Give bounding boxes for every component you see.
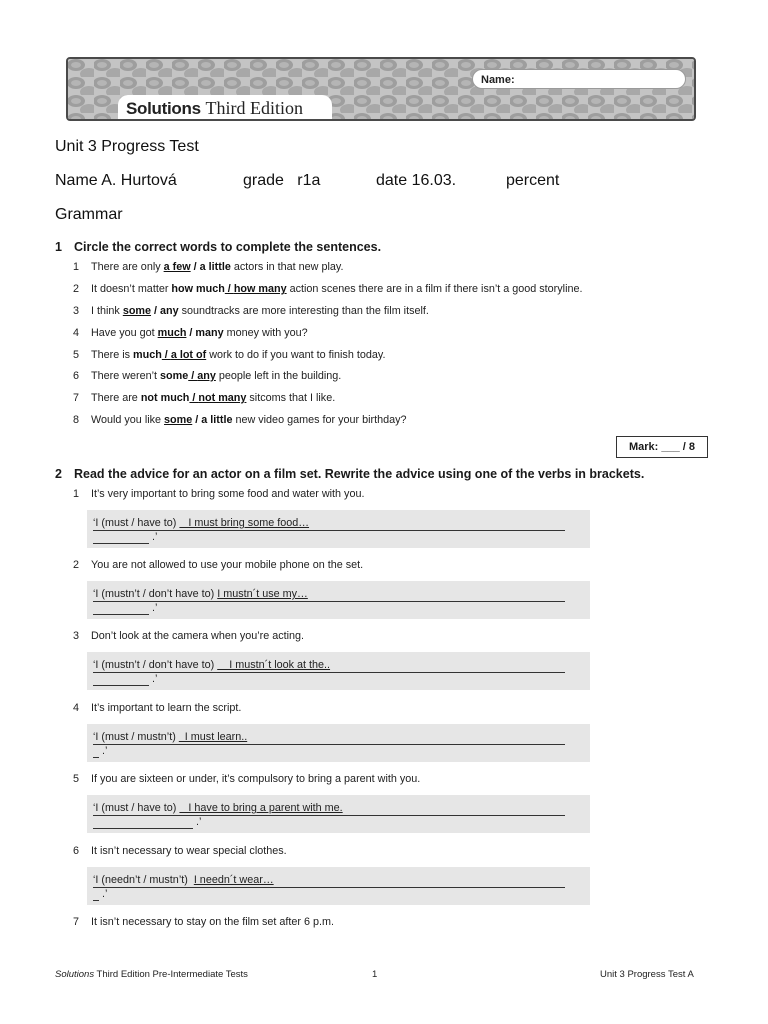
footer-series <box>55 969 248 980</box>
answer-end: .’ <box>149 531 158 543</box>
answer-box[interactable] <box>87 510 590 548</box>
option-b[interactable]: any <box>160 305 179 317</box>
list-item <box>73 630 304 642</box>
item-pre: Would you like <box>91 414 165 426</box>
item-text: It’s very important to bring some food and water with you. <box>91 488 365 500</box>
item-post: sitcoms that I like. <box>246 392 336 404</box>
answer-box[interactable] <box>87 724 590 762</box>
list-item <box>73 488 364 500</box>
list-item <box>73 414 407 426</box>
option-separator: / <box>186 327 196 339</box>
item-text: It isn’t necessary to stay on the film set after 6 p.m. <box>91 916 335 928</box>
question-instruction: Circle the correct words to complete the sentences. <box>74 240 382 254</box>
answer-end: .’ <box>99 745 108 757</box>
brand-edition: Third Edition <box>205 98 303 118</box>
item-number: 7 <box>73 916 80 928</box>
list-item <box>73 916 334 928</box>
answer-text[interactable]: I have to bring a parent with me. <box>179 802 343 814</box>
answer-line-2[interactable] <box>93 531 157 544</box>
list-item <box>73 305 429 317</box>
question-number: 1 <box>55 240 62 254</box>
answer-blank[interactable] <box>93 602 149 615</box>
list-item <box>73 773 420 785</box>
answer-end: .’ <box>149 602 158 614</box>
answer-line-2[interactable] <box>93 816 201 829</box>
answer-prompt: ‘I (must / have to) <box>93 802 180 814</box>
section-title: Grammar <box>55 206 123 223</box>
mark-box: Mark: ___ / 8 <box>616 436 708 458</box>
item-text: You are not allowed to use your mobile phone on the set. <box>91 559 364 571</box>
answer-box[interactable] <box>87 652 590 690</box>
header-banner <box>66 57 696 121</box>
option-a[interactable]: some <box>164 414 193 426</box>
name-field[interactable]: Name: <box>472 69 686 89</box>
grade: grade r1a <box>243 172 321 189</box>
option-b[interactable]: a little <box>201 414 233 426</box>
question-2-heading <box>55 467 644 481</box>
option-b[interactable]: not many <box>198 392 247 404</box>
item-pre: There are only <box>91 261 164 273</box>
answer-end: .’ <box>193 816 202 828</box>
item-post: work to do if you want to finish today. <box>206 349 386 361</box>
item-pre: It doesn’t matter <box>91 283 172 295</box>
item-post: people left in the building. <box>215 370 342 382</box>
question-1-heading <box>55 240 381 254</box>
item-number: 3 <box>73 305 80 317</box>
item-post: new video games for your birthday? <box>232 414 407 426</box>
question-number: 2 <box>55 467 62 481</box>
answer-blank[interactable] <box>93 531 149 544</box>
answer-text[interactable]: I must bring some food… <box>179 517 310 529</box>
list-item <box>73 327 308 339</box>
item-number: 8 <box>73 414 80 426</box>
answer-line[interactable] <box>93 874 565 888</box>
item-text: It isn’t necessary to wear special clothes. <box>91 845 287 857</box>
option-a[interactable]: some <box>160 370 189 382</box>
answer-line[interactable] <box>93 517 565 531</box>
item-pre: Have you got <box>91 327 158 339</box>
option-separator: / <box>161 349 171 361</box>
answer-line-2[interactable] <box>93 673 157 686</box>
item-text: It’s important to learn the script. <box>91 702 242 714</box>
item-number: 6 <box>73 370 80 382</box>
item-post: soundtracks are more interesting than the film itself. <box>178 305 429 317</box>
footer-test-name: Unit 3 Progress Test A <box>600 969 694 980</box>
answer-line-2[interactable] <box>93 602 157 615</box>
answer-box[interactable] <box>87 581 590 619</box>
answer-text[interactable]: I mustn´t look at the.. <box>217 659 331 671</box>
student-name: Name A. Hurtová <box>55 172 177 189</box>
question-instruction: Read the advice for an actor on a film set. Rewrite the advice using one of the verbs in brackets. <box>74 467 645 481</box>
item-number: 2 <box>73 283 80 295</box>
item-number: 2 <box>73 559 80 571</box>
answer-line[interactable] <box>93 588 565 602</box>
option-separator: / <box>192 414 202 426</box>
brand-logo <box>118 95 332 121</box>
item-number: 7 <box>73 392 80 404</box>
option-a[interactable]: not much <box>140 392 190 404</box>
answer-blank[interactable] <box>93 673 149 686</box>
answer-box[interactable] <box>87 867 590 905</box>
test-title: Unit 3 Progress Test <box>55 138 199 155</box>
option-separator: / <box>189 392 199 404</box>
brand-bold: Solutions <box>126 99 201 118</box>
item-number: 5 <box>73 349 80 361</box>
item-pre: There weren’t <box>91 370 161 382</box>
option-b[interactable]: a little <box>199 261 231 273</box>
percent: percent <box>506 172 560 189</box>
answer-line-2[interactable] <box>93 745 107 758</box>
item-number: 5 <box>73 773 80 785</box>
item-number: 1 <box>73 488 80 500</box>
item-text: If you are sixteen or under, it’s compulsory to bring a parent with you. <box>91 773 421 785</box>
option-b[interactable]: any <box>197 370 216 382</box>
option-a[interactable]: much <box>133 349 162 361</box>
footer-series-rest: Third Edition Pre-Intermediate Tests <box>94 969 248 980</box>
option-b[interactable]: how many <box>233 283 287 295</box>
list-item <box>73 370 341 382</box>
answer-blank[interactable] <box>93 816 193 829</box>
answer-line-2[interactable] <box>93 888 107 901</box>
item-pre: I think <box>91 305 123 317</box>
list-item <box>73 702 241 714</box>
answer-text[interactable]: I needn´t wear… <box>193 874 274 886</box>
answer-prompt: ‘I (must / have to) <box>93 517 180 529</box>
answer-end: .’ <box>149 673 158 685</box>
list-item <box>73 845 287 857</box>
list-item <box>73 283 582 295</box>
item-pre: There is <box>91 349 134 361</box>
page-number: 1 <box>372 969 378 980</box>
item-post: money with you? <box>223 327 308 339</box>
list-item <box>73 559 363 571</box>
answer-line[interactable] <box>93 659 565 673</box>
option-a[interactable]: some <box>122 305 152 317</box>
option-a[interactable]: a few <box>163 261 191 273</box>
option-a[interactable]: much <box>157 327 187 339</box>
answer-line[interactable] <box>93 802 565 816</box>
item-post: action scenes there are in a film if there isn’t a good storyline. <box>286 283 583 295</box>
item-post: actors in that new play. <box>230 261 344 273</box>
option-separator: / <box>224 283 234 295</box>
item-number: 1 <box>73 261 80 273</box>
list-item <box>73 261 343 273</box>
list-item <box>73 392 335 404</box>
footer-series-italic: Solutions <box>55 969 95 980</box>
answer-text[interactable]: I mustn´t use my… <box>217 588 308 600</box>
date: date 16.03. <box>376 172 457 189</box>
answer-line[interactable] <box>93 731 565 745</box>
answer-box[interactable] <box>87 795 590 833</box>
answer-prompt: ‘I (needn’t / mustn’t) <box>93 874 194 886</box>
answer-prompt: ‘I (must / mustn’t) <box>93 731 179 743</box>
item-number: 4 <box>73 702 80 714</box>
option-b[interactable]: many <box>195 327 224 339</box>
answer-prompt: ‘I (mustn’t / don’t have to) <box>93 588 218 600</box>
item-number: 3 <box>73 630 80 642</box>
item-pre: There are <box>91 392 141 404</box>
item-number: 4 <box>73 327 80 339</box>
answer-end: .’ <box>99 888 108 900</box>
option-separator: / <box>151 305 161 317</box>
option-separator: / <box>190 261 200 273</box>
option-separator: / <box>188 370 198 382</box>
answer-prompt: ‘I (mustn’t / don’t have to) <box>93 659 218 671</box>
item-text: Don’t look at the camera when you’re acting. <box>91 630 305 642</box>
answer-text[interactable]: I must learn.. <box>178 731 248 743</box>
option-b[interactable]: a lot of <box>170 349 207 361</box>
item-number: 6 <box>73 845 80 857</box>
option-a[interactable]: how much <box>171 283 225 295</box>
list-item <box>73 349 385 361</box>
